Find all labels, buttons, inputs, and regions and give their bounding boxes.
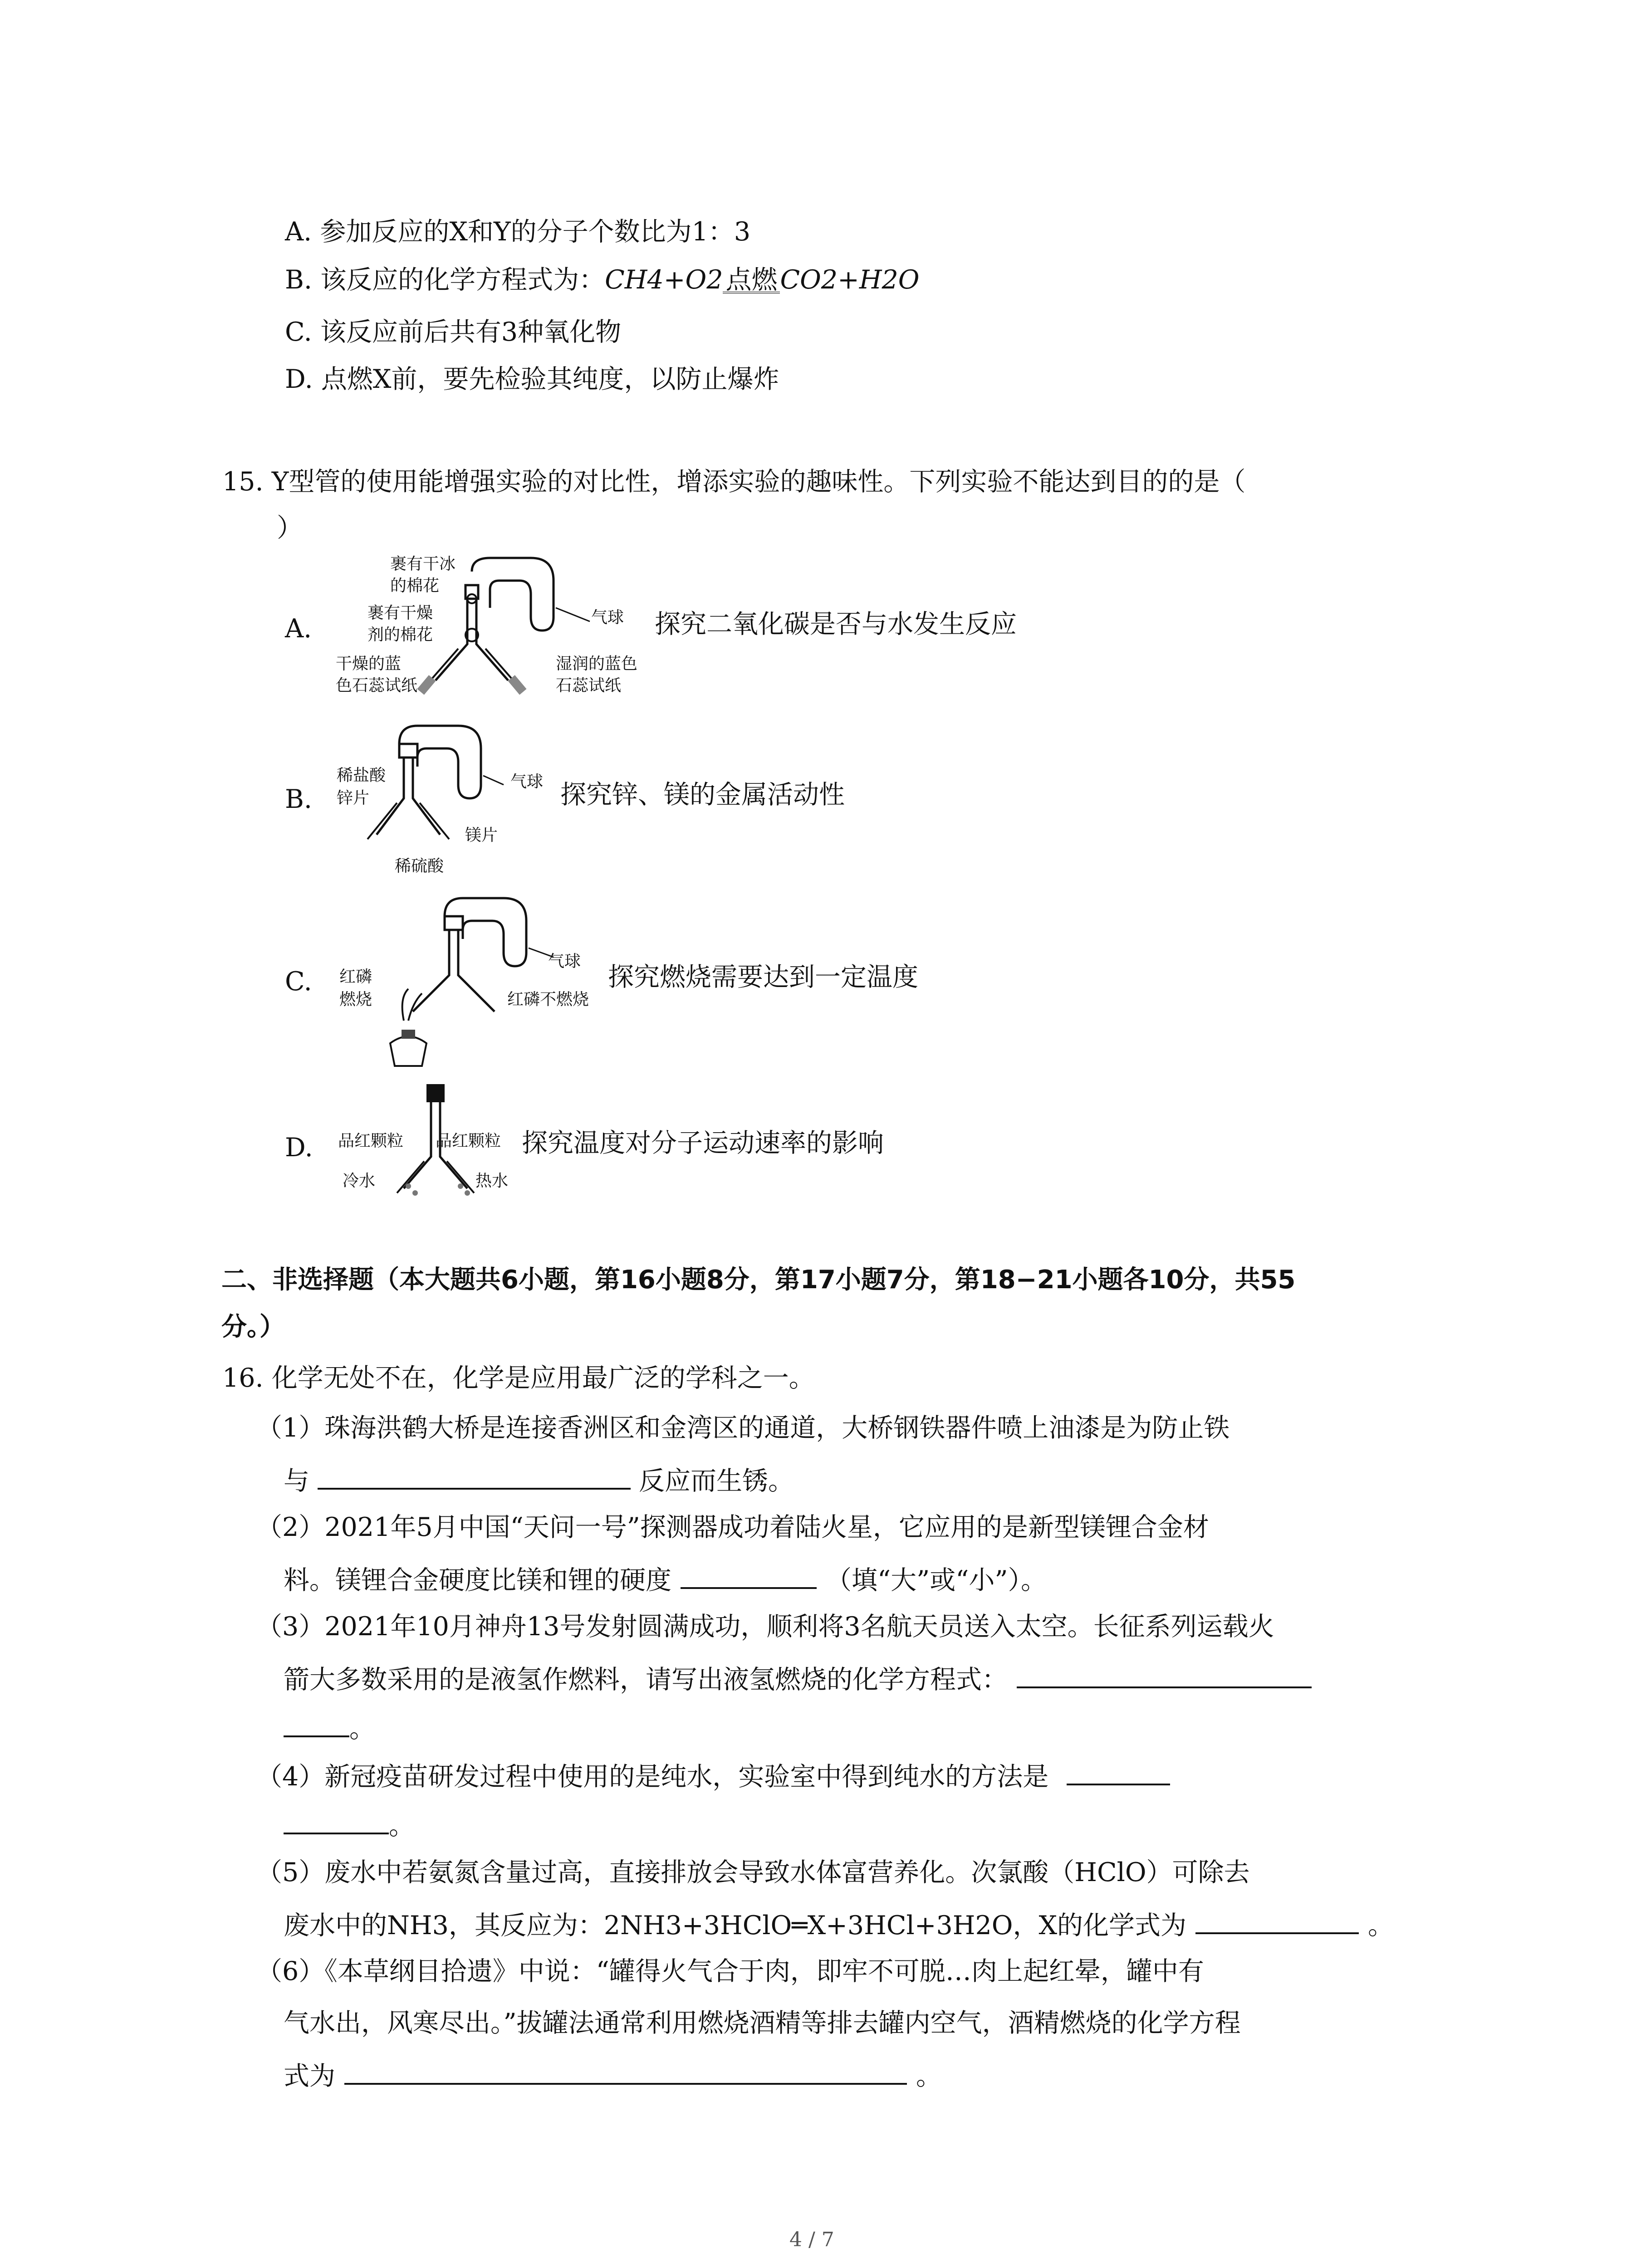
label-balloon-b: 气球 [510, 772, 544, 791]
q14-option-b-prefix: B. 该反应的化学方程式为： [285, 265, 605, 295]
label-red-p-burns-2: 燃烧 [339, 990, 372, 1009]
q15-c-text: 探究燃烧需要达到一定温度 [608, 962, 918, 992]
label-dilute-h2so4: 稀硫酸 [395, 857, 444, 875]
q16-part6-line1: （6）《本草纲目拾遗》中说：“罐得火气合于肉，即牢不可脱…肉上起红晕，罐中有 [256, 1956, 1204, 1986]
label-wet-litmus-2: 石蕊试纸 [556, 676, 622, 695]
label-desiccant-cotton-1: 裹有干燥 [367, 604, 433, 622]
answer-blank-5[interactable] [1195, 1906, 1359, 1934]
section-heading-line2: 分。） [221, 1312, 285, 1342]
q16-part4-line1: （4）新冠疫苗研发过程中使用的是纯水，实验室中得到纯水的方法是 [256, 1757, 1170, 1795]
answer-blank-4b[interactable] [284, 1806, 389, 1834]
q16-part5-line1: （5）废水中若氨氮含量过高，直接排放会导致水体富营养化。次氯酸（HClO）可除去 [256, 1857, 1250, 1887]
q16-part2-line2: 料。镁锂合金硬度比镁和锂的硬度 （填“大”或“小”）。 [284, 1561, 1047, 1598]
q15-stem-line1: 15. Y型管的使用能增强实验的对比性，增添实验的趣味性。下列实验不能达到目的的是（ [222, 467, 1246, 497]
label-balloon-a: 气球 [591, 608, 624, 627]
answer-blank-1[interactable] [318, 1461, 631, 1490]
answer-blank-3b[interactable] [284, 1709, 349, 1737]
q14-option-b [285, 262, 920, 298]
q16-part3-line2: 箭大多数采用的是液氢作燃料，请写出液氢燃烧的化学方程式： [284, 1660, 1312, 1698]
label-zinc: 锌片 [337, 789, 370, 807]
page-number: 4 / 7 [789, 2228, 834, 2251]
label-dry-litmus-1: 干燥的蓝 [336, 655, 402, 673]
label-balloon-c: 气球 [548, 952, 581, 971]
q16-part3-line3: 。 [284, 1709, 375, 1747]
q15-d-text: 探究温度对分子运动速率的影响 [522, 1128, 884, 1158]
label-red-p-not-burn: 红磷不燃烧 [507, 990, 589, 1009]
q16-part6-line2: 气水出，风寒尽出。”拔罐法通常利用燃烧酒精等排去罐内空气，酒精燃烧的化学方程 [284, 2008, 1241, 2038]
q14-option-c: C. 该反应前后共有3种氧化物 [285, 317, 622, 347]
q15-b-letter: B. [285, 784, 313, 814]
answer-blank-4a[interactable] [1067, 1757, 1170, 1785]
q15-a-text: 探究二氧化碳是否与水发生反应 [655, 609, 1017, 639]
label-desiccant-cotton-2: 剂的棉花 [367, 626, 433, 644]
label-cold-water: 冷水 [343, 1172, 376, 1190]
q15-d-letter: D. [285, 1133, 313, 1163]
q16-part5-line2: 废水中的NH3，其反应为：2NH3+3HClO═X+3HCl+3H2O，X的化学式为 。 [284, 1906, 1394, 1944]
q16-stem: 16. 化学无处不在，化学是应用最广泛的学科之一。 [222, 1363, 815, 1393]
label-dry-litmus-2: 色石蕊试纸 [336, 676, 418, 695]
q14-reaction-condition: 点燃 [723, 262, 780, 298]
label-magnesium: 镁片 [465, 826, 498, 845]
q15-stem-line2: ） [277, 513, 303, 543]
label-magenta-granules-left: 品红颗粒 [338, 1132, 404, 1150]
q16-part3-line1: （3）2021年10月神舟13号发射圆满成功，顺利将3名航天员送入太空。长征系列运载火 [256, 1612, 1274, 1642]
q16-part1-line2: 与 反应而生锈。 [284, 1461, 794, 1499]
y-tube-diagram-c [363, 894, 563, 1084]
label-hot-water: 热水 [475, 1172, 509, 1190]
answer-blank-3a[interactable] [1017, 1660, 1312, 1688]
answer-blank-2[interactable] [681, 1561, 817, 1589]
q15-a-letter: A. [285, 614, 312, 644]
label-red-p-burns-1: 红磷 [339, 968, 372, 986]
q14-equation-right: CO2+H2O [780, 265, 920, 295]
label-dry-ice-cotton-1: 裹有干冰 [390, 555, 456, 573]
section-heading-line1: 二、非选择题（本大题共6小题，第16小题8分，第17小题7分，第18−21小题各10分，共55 [221, 1265, 1296, 1295]
answer-blank-6[interactable] [344, 2057, 907, 2085]
q16-part4-line2: 。 [284, 1806, 415, 1844]
q14-option-a: A. 参加反应的X和Y的分子个数比为1：3 [285, 217, 751, 247]
label-wet-litmus-1: 湿润的蓝色 [556, 655, 638, 673]
q15-c-letter: C. [285, 967, 312, 997]
q16-part6-line3: 式为 。 [284, 2057, 942, 2094]
label-magenta-granules-right: 品红颗粒 [436, 1132, 501, 1150]
label-dilute-hcl: 稀盐酸 [337, 766, 386, 785]
q14-option-d: D. 点燃X前，要先检验其纯度，以防止爆炸 [285, 364, 779, 394]
q14-equation-left: CH4+O2 [605, 265, 723, 295]
q16-part2-line1: （2）2021年5月中国“天问一号”探测器成功着陆火星，它应用的是新型镁锂合金材 [256, 1512, 1209, 1542]
q16-part1-line1: （1）珠海洪鹤大桥是连接香洲区和金湾区的通道，大桥钢铁器件喷上油漆是为防止铁 [256, 1413, 1230, 1443]
q15-b-text: 探究锌、镁的金属活动性 [560, 780, 845, 810]
label-dry-ice-cotton-2: 的棉花 [390, 577, 440, 595]
